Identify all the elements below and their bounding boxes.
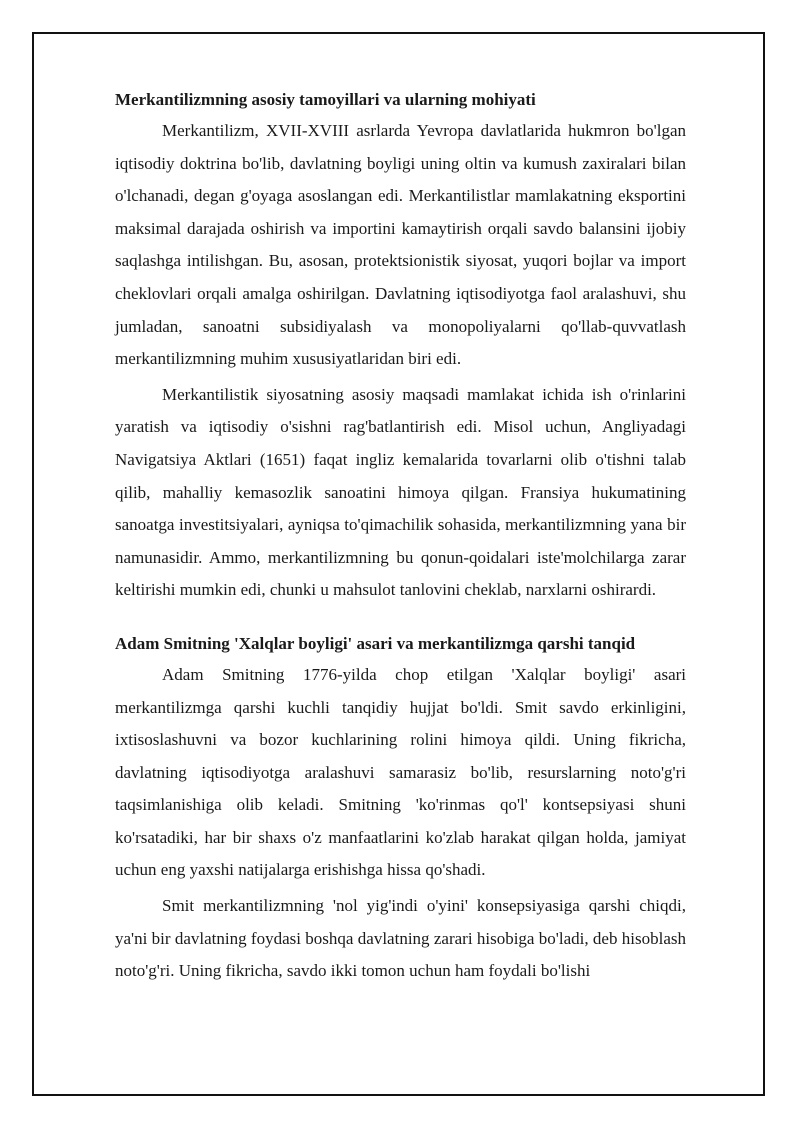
section-heading-adam-smith: Adam Smitning 'Xalqlar boyligi' asari va merkantilizmga qarshi tanqid — [115, 633, 636, 653]
section-heading-mercantilism-principles: Merkantilizmning asosiy tamoyillari va ularning mohiyati — [115, 90, 536, 109]
document-body — [115, 88, 686, 988]
paragraph: Adam Smitning 1776-yilda chop etilgan 'Xalqlar boyligi' asari merkantilizmga qarshi kuchli tanqidiy hujjat bo'ldi. Smit savdo erkinligini, ixtisoslashuvni va bozor kuchlarining rolini himoya qildi. Uning fikricha, davlatning iqtisodiyotga aralashuvi samarasiz bo'lib, resurslarning noto'g'ri taqsimlanishiga olib keladi. Smitning 'ko'rinmas qo'l' kontsepsiyasi shuni ko'rsatadiki, har bir shaxs o'z manfaatlarini ko'zlab harakat qilgan holda, jamiyat uchun eng yaxshi natijalarga erishishga hissa qo'shadi. — [115, 664, 686, 880]
paragraph: Merkantilizm, XVII-XVIII asrlarda Yevropa davlatlarida hukmron bo'lgan iqtisodiy doktrina bo'lib, davlatning boyligi uning oltin va kumush zaxiralari bilan o'lchanadi, degan g'oyaga asoslangan edi. Merkantilistlar mamlakatning eksportini maksimal darajada oshirish va importini kamaytirish orqali savdo balansini ijobiy saqlashga intilishgan. Bu, asosan, protektsionistik siyosat, yuqori bojlar va import cheklovlari orqali amalga oshirilgan. Davlatning iqtisodiyotga faol aralashuvi, shu jumladan, sanoatni subsidiyalash va monopoliyalarni qo'llab-quvvatlash merkantilizmning muhim xususiyatlaridan biri edi. — [115, 121, 686, 369]
paragraph: Smit merkantilizmning 'nol yig'indi o'yini' konsepsiyasiga qarshi chiqdi, ya'ni bir davlatning foydasi boshqa davlatning zarari hisobiga bo'ladi, deb hisoblash noto'g'ri. Uning fikricha, savdo ikki tomon uchun ham foydali bo'lishi — [115, 896, 686, 981]
page-border — [32, 32, 765, 1096]
paragraph: Merkantilistik siyosatning asosiy maqsadi mamlakat ichida ish o'rinlarini yaratish va iqtisodiy o'sishni rag'batlantirish edi. Misol uchun, Angliyadagi Navigatsiya Aktlari (1651) faqat ingliz kemalarida tovarlarni olib o'tishni talab qilib, mahalliy kemasozlik sanoatini himoya qilgan. Fransiya hukumatining sanoatga investitsiyalari, ayniqsa to'qimachilik sohasida, merkantilizmning yana bir namunasidir. Ammo, merkantilizmning bu qonun-qoidalari iste'molchilarga zarar keltirishi mumkin edi, chunki u mahsulot tanlovini cheklab, narxlarni oshirardi. — [115, 384, 686, 600]
